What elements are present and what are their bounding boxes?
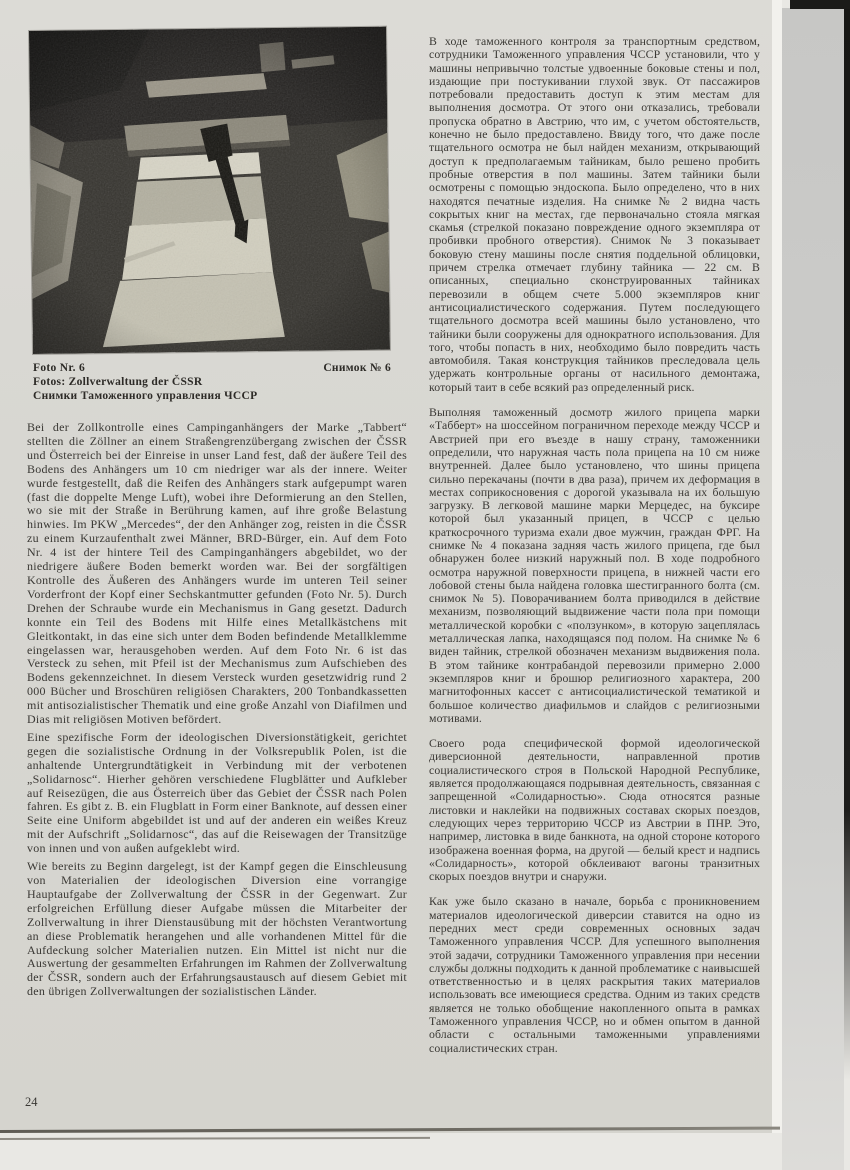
photo-caption-row — [33, 361, 391, 375]
scan-page-edge — [772, 0, 782, 1145]
russian-paragraph-1: В ходе таможенного контроля за транспортным средством, сотрудники Таможенного управления ЧССР установили, что у машины непривычно толстые удвоенные боковые стены и пол, издающие при постукивании глухой звук. От пассажиров потребовали предоставить доступ к этим местам для выполнения досмотра. От этого они отказались, требовали пропуска обратно в Австрию, что им, с учетом обстоятельств, конечно не было предоставлено. Ввиду того, что даже после тщательного осмотра не был найден механизм, открывающий доступ к предполагаемым тайникам, было решено пробить пробные отверстия в пол машины. Затем тайники были осмотрены с помощью эндоскопа. Было определено, что в них находятся печатные изделия. На снимке № 2 видна часть сокрытых книг на местах, где первоначально стояла мягкая скамья (стрелкой показано повреждение одного экземпляра от пробивки пробного отверстия). Снимок № 3 показывает боковую стену машины после снятия поддельной облицовки, причем стрелка отмечает глубину тайника — 22 см. В описанных, специально сконструированных тайниках перевозили в общем счете 5.000 экземпляров книг антисоциалистического содержания. Путем последующего тщательного досмотра всей машины было установлено, что тайники были сооружены для однократного использования. Для того, чтобы попасть в них, необходимо было повредить часть автомобиля. Такая конструкция тайников преследовала цель удержать контрольные органы от насильного демонтажа, который таит в себе всякий раз определенный риск. — [429, 34, 760, 394]
german-paragraph-3: Wie bereits zu Beginn dargelegt, ist der Kampf gegen die Einschleusung von Materialien der ideologischen Diversion eine vorrangige Hauptaufgabe der Zollverwaltung der ČSSR in der Gegenwart. Zur erfolgreichen Erfüllung dieser Aufgabe müssen die Mitarbeiter der Zollverwaltung in ihrer Dienstausübung mit der höchsten Verantwortung an diese Problematik herangehen und alle vorhandenen Mittel für die Aufdeckung solcher Materialien nutzen. Ein Mittel ist nicht nur die Auswertung der gesammelten Erfahrungen im Rahmen der Zollverwaltung der ČSSR, sondern auch der Erfahrungsaustausch auf diesem Gebiet mit den übrigen Zollverwaltungen der sozialistischen Länder. — [27, 859, 407, 999]
russian-text-column — [429, 35, 760, 1067]
german-paragraph-1: Bei der Zollkontrolle eines Campinganhängers der Marke „Tabbert“ stellten die Zöllner an einem Straßengrenzübergang zwischen der ČSSR und Österreich bei der Einreise in unser Land fest, daß der äußere Teil des Bodens des Anhängers um 10 cm niedriger war als der innere. Weiter wurde festgestellt, daß die Reifen des Anhängers stark aufgepumpt waren (fast die doppelte Menge Luft), wobei ihre Deformierung an den Stellen, wo sie mit der Straße in Berührung kamen, auf ihre große Belastung hinwies. Im PKW „Mercedes“, der den Anhänger zog, reisten in die ČSSR zu einem Kurzaufenthalt zwei Männer, BRD-Bürger, ein. Auf dem Foto Nr. 4 ist der hintere Teil des Campinganhängers abgebildet, wo der niedrigere äußere Boden bemerkt worden war. Bei der sorgfältigen Kontrolle des Äußeren des Anhängers wurde im unteren Teil seiner Vorderfront der Kopf einer Sechskantmutter gefunden (Foto Nr. 5). Durch Drehen der Schraube wurde ein Mechanismus in Gang gesetzt. Dadurch konnte ein Teil des Bodens mit Hilfe eines Metallkästchens mit Gleitkontakt, in das eine sich unter dem Boden befindende Metallklemme eingelassen war, herausgehoben werden. Auf dem Foto Nr. 6 ist das Versteck zu sehen, mit Pfeil ist der Mechanismus zum Aufschieben des Bodens gekennzeichnet. In diesem Versteck wurden gesetzwidrig rund 2 000 Bücher und Broschüren religiösen Charakters, 200 Tonbandkassetten mit antisozialistischer Thematik und eine große Anzahl von Diafilmen und Dias mit religiösen Motiven befördert. — [27, 420, 407, 727]
scan-background-band — [782, 8, 844, 1170]
photo-trailer-floor-hideout — [29, 27, 390, 354]
photo-caption-number-ru: Снимок № 6 — [323, 362, 391, 374]
russian-paragraph-3: Своего рода специфической формой идеологической диверсионной деятельности, направленной против социалистического строя в Польской Народной Республике, является продолжающаяся подрывная деятельность, связанная с запрещенной «Солидарностью». Сюда относятся разные листовки и наклейки на подвижных составах скорых поездов, следующих через территорию ЧССР из Австрии в ПНР. Это, например, листовка в виде банкнота, на одной стороне которого изображена военная форма, на другой — белый крест и надпись «Солидарность», которой обклеивают вагоны транзитных скорых поездов внутри и снаружи. — [429, 736, 760, 884]
photo-caption-number-de: Foto Nr. 6 — [33, 362, 86, 374]
page-number: 24 — [25, 1095, 38, 1109]
scan-dark-edge — [844, 0, 850, 1080]
russian-paragraph-2: Выполняя таможенный досмотр жилого прицепа марки «Табберт» на шоссейном пограничном переходе между ЧССР и Австрией при его въезде в нашу страну, таможенники определили, что наружная часть пола прицепа на 10 см ниже внутренней. Далее было установлено, что шины прицепа сильно перекачаны (почти в два раза), причем их деформация в местах соприкосновения с дорогой указывала на их большую загрузку. В легковой машине марки Мерцедес, на буксире которой был указанный прицеп, в ЧССР с целью краткосрочного туризма ехали двое мужчин, граждан ФРГ. На снимке № 4 показана задняя часть жилого прицепа, где был обнаружен более низкий наружный пол. В ходе подробного осмотра наружной поверхности прицепа, в нижней части его лобовой стены была найдена головка шестигранного болта (см. снимок № 5). Поворачиванием болта приводился в действие механизм, позволяющий выдвижение части пола при помощи металлической коробки с «ползунком», в которую зацеплялась металлическая лапка, находящаяся под полом. На снимке № 6 виден тайник, стрелкой обозначен механизм выдвижения пола. В этом тайнике контрабандой перевозили примерно 2.000 экземпляров книг и брошюр религиозного характера, 200 магнитофонных кассет с антисоциалистической тематикой и большое количество диафильмов и слайдов с религиозными мотивами. — [429, 405, 760, 725]
photo-illustration — [29, 27, 390, 354]
russian-paragraph-4: Как уже было сказано в начале, борьба с проникновением материалов идеологической диверсии ставится на одно из передних мест среди современных основных задач Таможенного управления ЧССР. Для успешного выполнения этой задачи, сотрудники Таможенного управления при несении службы должны подходить к данной проблематике с наивысшей ответственностью и в целях раскрытия таких материалов использовать все имеющиеся средства. Одним из таких средств является не только обобщение накопленного опыта в рамках Таможенного управления ЧССР, но и обмен опытом в данной области с остальными таможенными управлениями социалистических стран. — [429, 894, 760, 1055]
photo-credit-ru: Снимки Таможенного управления ЧССР — [33, 390, 258, 402]
german-text-column — [27, 421, 407, 1003]
german-paragraph-2: Eine spezifische Form der ideologischen Diversionstätigkeit, gerichtet gegen die sozialistische Ordnung in der Volksrepublik Polen, ist die anhaltende Untergrundtätigkeit in Verbindung mit der verbotenen „Solidarnosc“. Hierher gehören verschiedene Flugblätter und Aufkleber auf Reisezügen, die aus Österreich über das Gebiet der ČSSR nach Polen fahren. Es gibt z. B. ein Flugblatt in Form einer Banknote, auf dessen einer Seite eine Uniform abgebildet ist und auf der anderen ein weißes Kreuz mit der Aufschrift „Solidarnosc“, das auf die Reisewagen der Transitzüge von innen und von außen aufgeklebt wird. — [27, 729, 407, 856]
photo-caption-block — [33, 361, 391, 403]
photo-credit-de: Fotos: Zollverwaltung der ČSSR — [33, 376, 203, 388]
scan-corner-shadow — [790, 0, 850, 9]
